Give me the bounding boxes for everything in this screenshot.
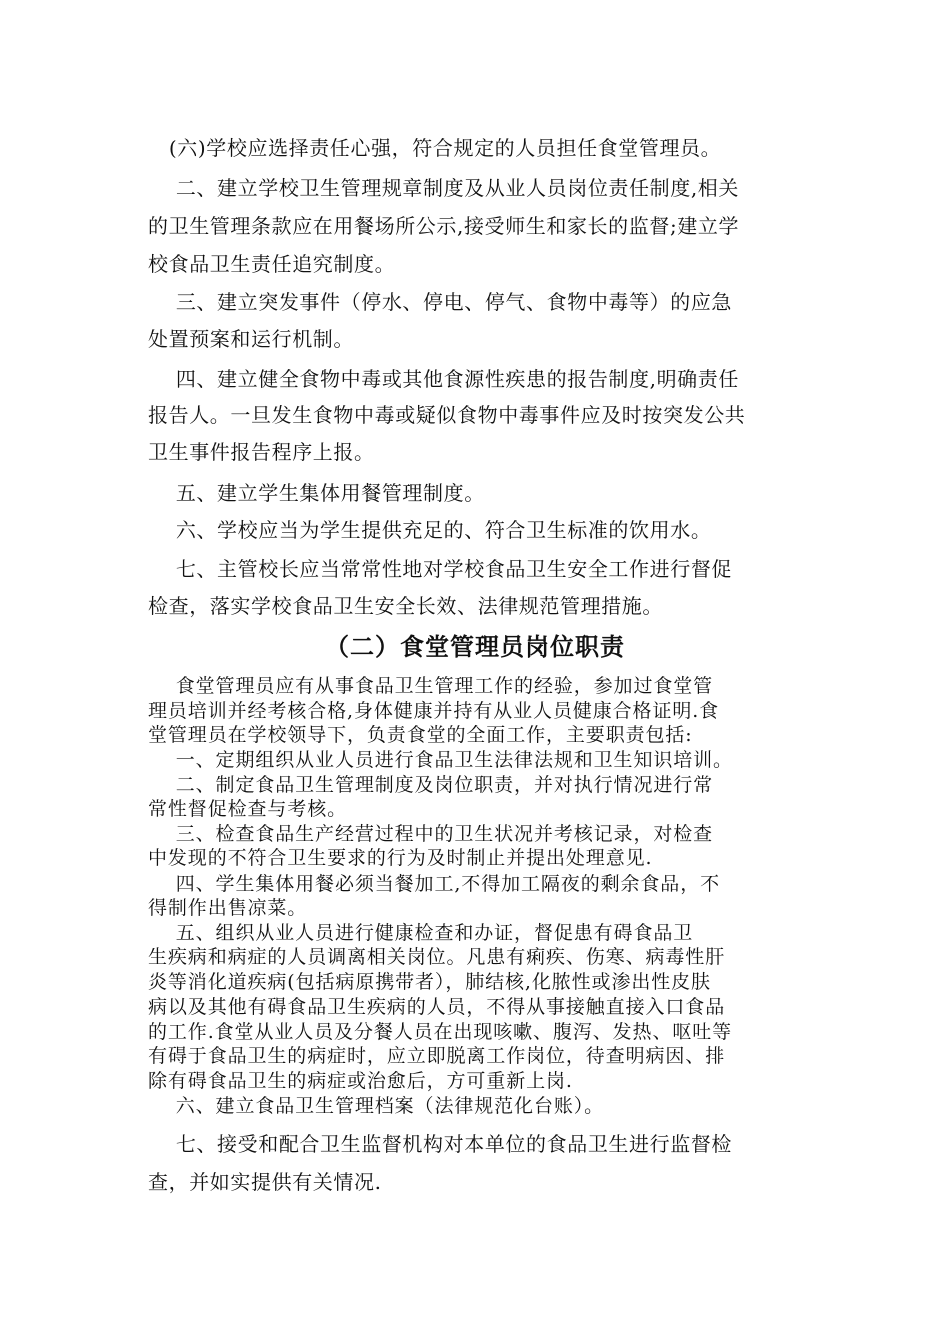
paragraph-line: 报告人。一旦发生食物中毒或疑似食物中毒事件应及时按突发公共 (148, 403, 746, 427)
paragraph-line: 六、学校应当为学生提供充足的、符合卫生标准的饮用水。 (148, 518, 712, 542)
section-heading: （二）食堂管理员岗位职责 (325, 633, 625, 661)
paragraph-line: 除有碍食品卫生的病症或治愈后，方可重新上岗. (148, 1070, 573, 1092)
paragraph-line: 七、主管校长应当常常性地对学校食品卫生安全工作进行督促 (148, 557, 733, 581)
paragraph-line: 六、建立食品卫生管理档案（法律规范化台账）。 (148, 1095, 605, 1117)
paragraph-line: 食堂管理员应有从事食品卫生管理工作的经验，参加过食堂管 (148, 675, 714, 697)
paragraph-line: 炎等消化道疾病(包括病原携带者），肺结核,化脓性或渗出性皮肤 (148, 971, 711, 993)
paragraph-line: 的卫生管理条款应在用餐场所公示,接受师生和家长的监督;建立学 (148, 214, 740, 238)
paragraph-line: 常性督促检查与考核。 (148, 798, 348, 820)
paragraph-line: 二、建立学校卫生管理规章制度及从业人员岗位责任制度,相关 (148, 176, 739, 200)
paragraph-line: 七、接受和配合卫生监督机构对本单位的食品卫生进行监督检 (148, 1132, 733, 1156)
paragraph-line: 四、学生集体用餐必须当餐加工,不得加工隔夜的剩余食品，不 (148, 873, 720, 895)
paragraph-line: 有碍于食品卫生的病症时，应立即脱离工作岗位，待查明病因、排 (148, 1045, 726, 1067)
paragraph-line: 堂管理员在学校领导下，负责食堂的全面工作，主要职责包括: (148, 724, 693, 746)
paragraph-line: (六)学校应选择责任心强，符合规定的人员担任食堂管理员。 (148, 136, 722, 160)
paragraph-line: 病以及其他有碍食品卫生疾病的人员，不得从事接触直接入口食品 (148, 996, 726, 1018)
paragraph-line: 三、建立突发事件（停水、停电、停气、食物中毒等）的应急 (148, 290, 733, 314)
paragraph-line: 五、建立学生集体用餐管理制度。 (148, 481, 485, 505)
paragraph-line: 五、组织从业人员进行健康检查和办证，督促患有碍食品卫 (148, 922, 694, 944)
paragraph-line: 生疾病和病症的人员调离相关岗位。凡患有痢疾、伤寒、病毒性肝 (148, 946, 726, 968)
paragraph-line: 的工作.食堂从业人员及分餐人员在出现咳嗽、腹泻、发热、呕吐等 (148, 1021, 733, 1043)
paragraph-line: 校食品卫生责任追究制度。 (148, 252, 396, 276)
paragraph-line: 三、检查食品生产经营过程中的卫生状况并考核记录，对检查 (148, 823, 714, 845)
paragraph-line: 中发现的不符合卫生要求的行为及时制止并提出处理意见. (148, 847, 653, 869)
paragraph-line: 一、定期组织从业人员进行食品卫生法律法规和卫生知识培训。 (148, 749, 733, 771)
paragraph-line: 得制作出售凉菜。 (148, 897, 308, 919)
paragraph-line: 四、建立健全食物中毒或其他食源性疾患的报告制度,明确责任 (148, 367, 739, 391)
paragraph-line: 处置预案和运行机制。 (148, 327, 354, 351)
paragraph-line: 检查，落实学校食品卫生安全长效、法律规范管理措施。 (148, 594, 663, 618)
paragraph-line: 二、制定食品卫生管理制度及岗位职责，并对执行情况进行常 (148, 774, 714, 796)
paragraph-line: 查，并如实提供有关情况. (148, 1170, 382, 1194)
paragraph-line: 卫生事件报告程序上报。 (148, 440, 375, 464)
paragraph-line: 理员培训并经考核合格,身体健康并持有从业人员健康合格证明.食 (148, 700, 720, 722)
